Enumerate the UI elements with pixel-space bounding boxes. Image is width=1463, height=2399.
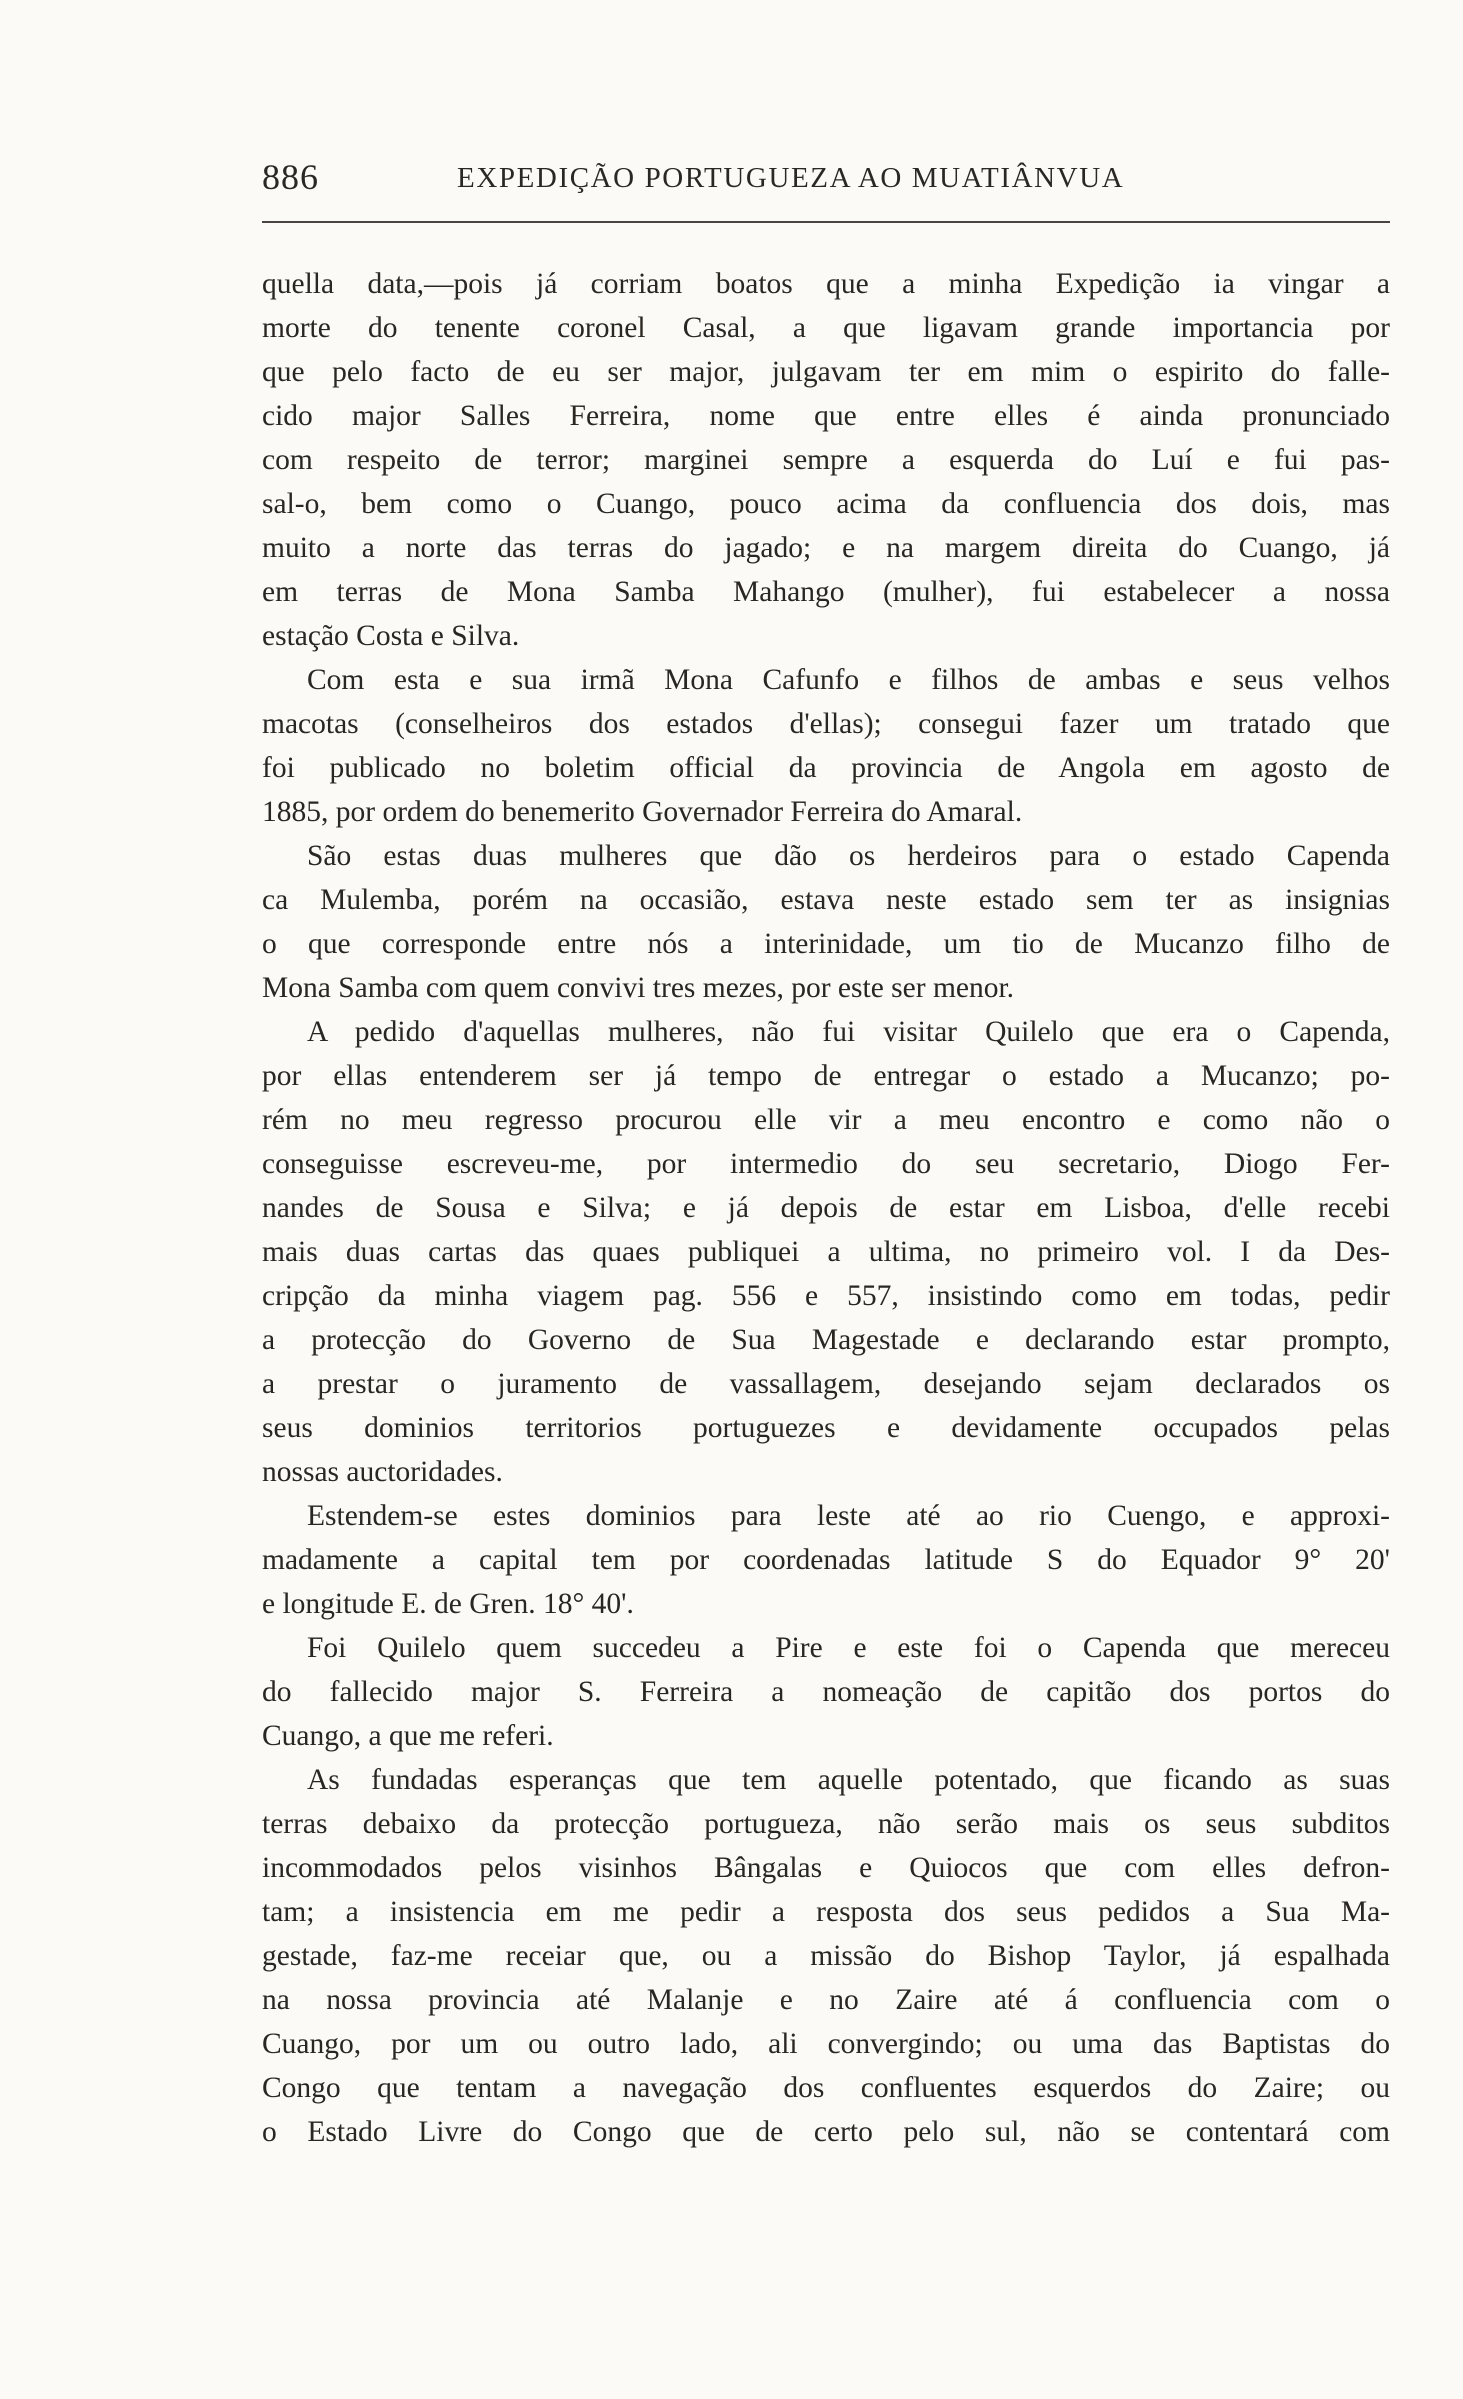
text-line: a prestar o juramento de vassallagem, desejando sejam declarados os [262, 1368, 1390, 1400]
text-line: em terras de Mona Samba Mahango (mulher), fui estabelecer a nossa [262, 576, 1390, 608]
text-line: As fundadas esperanças que tem aquelle potentado, que ficando as suas [307, 1764, 1390, 1796]
text-line: muito a norte das terras do jagado; e na margem direita do Cuango, já [262, 532, 1390, 564]
text-line: Cuango, por um ou outro lado, ali convergindo; ou uma das Baptistas do [262, 2028, 1390, 2060]
text-line: A pedido d'aquellas mulheres, não fui visitar Quilelo que era o Capenda, [307, 1016, 1390, 1048]
running-head [262, 156, 1390, 206]
text-line: do fallecido major S. Ferreira a nomeação de capitão dos portos do [262, 1676, 1390, 1708]
text-line: na nossa provincia até Malanje e no Zaire até á confluencia com o [262, 1984, 1390, 2016]
text-line: tam; a insistencia em me pedir a resposta dos seus pedidos a Sua Ma- [262, 1896, 1390, 1928]
text-line: o Estado Livre do Congo que de certo pelo sul, não se contentará com [262, 2116, 1390, 2148]
body-text [262, 262, 1390, 2154]
text-line: quella data,—pois já corriam boatos que a minha Expedição ia vingar a [262, 268, 1390, 300]
text-line: por ellas entenderem ser já tempo de entregar o estado a Mucanzo; po- [262, 1060, 1390, 1092]
text-line: macotas (conselheiros dos estados d'ellas); consegui fazer um tratado que [262, 708, 1390, 740]
text-line: nandes de Sousa e Silva; e já depois de estar em Lisboa, d'elle recebi [262, 1192, 1390, 1224]
text-line: 1885, por ordem do benemerito Governador Ferreira do Amaral. [262, 796, 1023, 828]
text-line: com respeito de terror; marginei sempre a esquerda do Luí e fui pas- [262, 444, 1390, 476]
text-line: cido major Salles Ferreira, nome que entre elles é ainda pronunciado [262, 400, 1390, 432]
text-line: rém no meu regresso procurou elle vir a meu encontro e como não o [262, 1104, 1390, 1136]
text-line: conseguisse escreveu-me, por intermedio do seu secretario, Diogo Fer- [262, 1148, 1390, 1180]
text-line: Com esta e sua irmã Mona Cafunfo e filhos de ambas e seus velhos [307, 664, 1390, 696]
text-line: Foi Quilelo quem succedeu a Pire e este foi o Capenda que mereceu [307, 1632, 1390, 1664]
text-line: São estas duas mulheres que dão os herdeiros para o estado Capenda [307, 840, 1390, 872]
page-number: 886 [262, 157, 319, 197]
text-line: seus dominios territorios portuguezes e devidamente occupados pelas [262, 1412, 1390, 1444]
running-title: EXPEDIÇÃO PORTUGUEZA AO MUATIÂNVUA [457, 162, 1125, 194]
text-line: morte do tenente coronel Casal, a que ligavam grande importancia por [262, 312, 1390, 344]
header-rule [262, 221, 1390, 223]
text-line: estação Costa e Silva. [262, 620, 520, 652]
text-line: gestade, faz-me receiar que, ou a missão do Bishop Taylor, já espalhada [262, 1940, 1390, 1972]
text-line: madamente a capital tem por coordenadas latitude S do Equador 9° 20' [262, 1544, 1390, 1576]
text-line: Mona Samba com quem convivi tres mezes, por este ser menor. [262, 972, 1015, 1004]
text-line: ca Mulemba, porém na occasião, estava neste estado sem ter as insignias [262, 884, 1390, 916]
text-line: o que corresponde entre nós a interinidade, um tio de Mucanzo filho de [262, 928, 1390, 960]
text-line: Congo que tentam a navegação dos confluentes esquerdos do Zaire; ou [262, 2072, 1390, 2104]
text-line: e longitude E. de Gren. 18° 40'. [262, 1588, 634, 1620]
text-line: Cuango, a que me referi. [262, 1720, 554, 1752]
text-line: cripção da minha viagem pag. 556 e 557, insistindo como em todas, pedir [262, 1280, 1390, 1312]
text-line: incommodados pelos visinhos Bângalas e Quiocos que com elles defron- [262, 1852, 1390, 1884]
text-line: mais duas cartas das quaes publiquei a ultima, no primeiro vol. I da Des- [262, 1236, 1390, 1268]
text-line: sal-o, bem como o Cuango, pouco acima da confluencia dos dois, mas [262, 488, 1390, 520]
text-line: a protecção do Governo de Sua Magestade e declarando estar prompto, [262, 1324, 1390, 1356]
text-line: terras debaixo da protecção portugueza, não serão mais os seus subditos [262, 1808, 1390, 1840]
text-line: foi publicado no boletim official da provincia de Angola em agosto de [262, 752, 1390, 784]
text-line: nossas auctoridades. [262, 1456, 503, 1488]
text-line: que pelo facto de eu ser major, julgavam ter em mim o espirito do falle- [262, 356, 1390, 388]
text-line: Estendem-se estes dominios para leste até ao rio Cuengo, e approxi- [307, 1500, 1390, 1532]
